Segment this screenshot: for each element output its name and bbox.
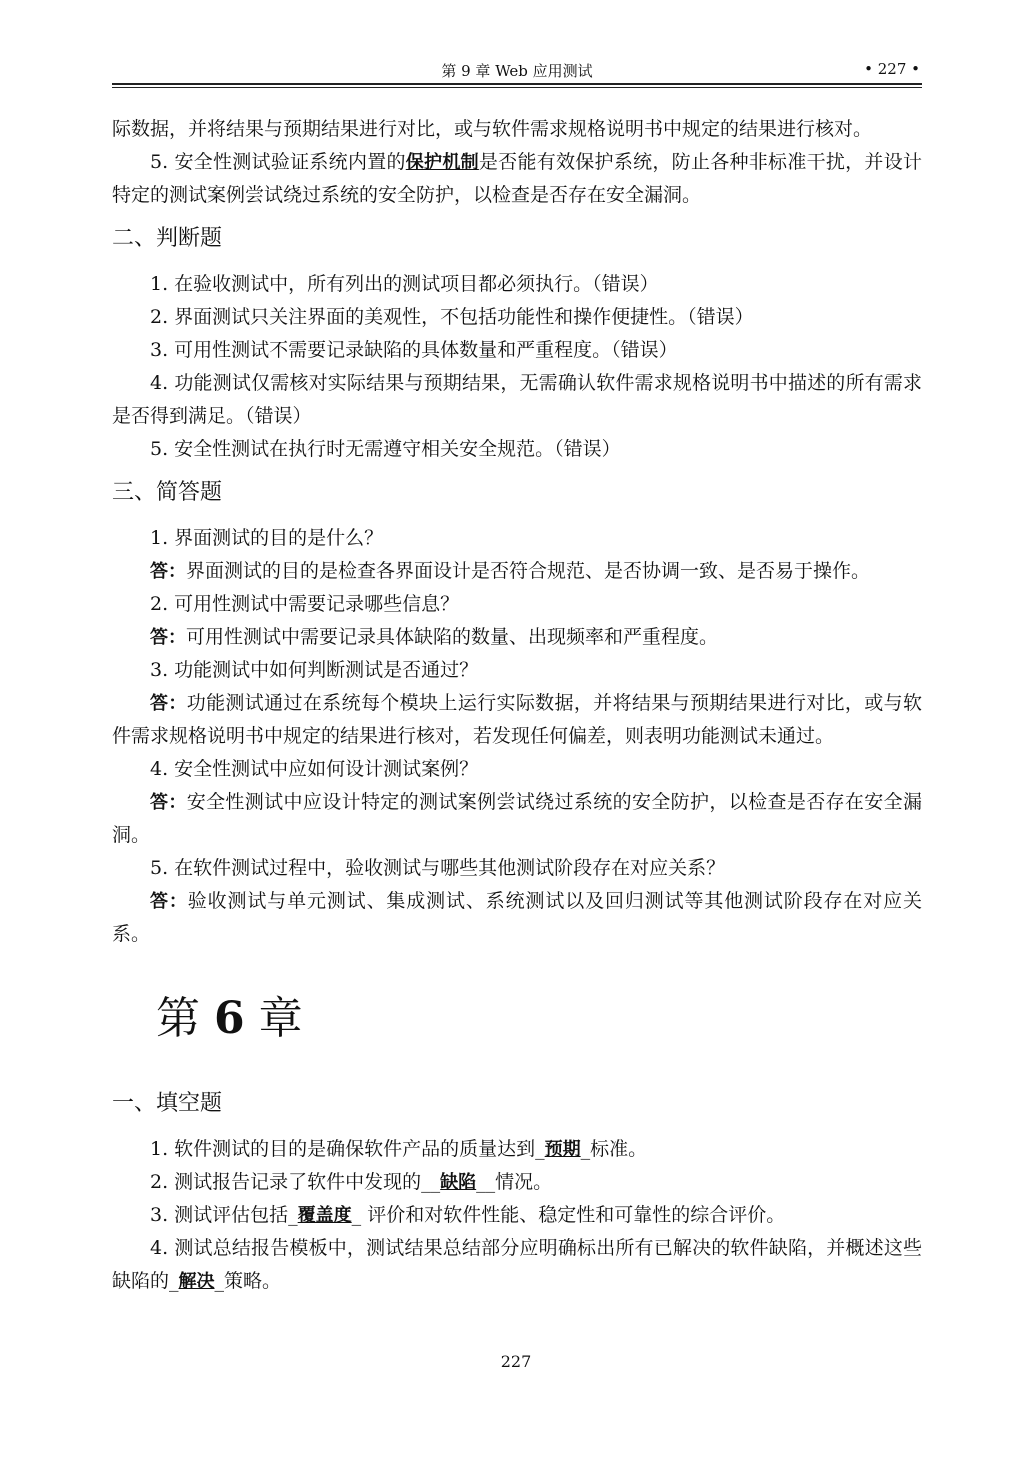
answer-label: 答： [150, 792, 187, 813]
fill-item: 1. 软件测试的目的是确保软件产品的质量达到_预期_标准。 [150, 1138, 648, 1160]
answer: 答：验收测试与单元测试、集成测试、系统测试以及回归测试等其他测试阶段存在对应关系。 [112, 890, 923, 945]
tf-item: 5. 安全性测试在执行时无需遵守相关安全规范。（错误） [150, 438, 621, 460]
header-page-label: • 227 • [864, 60, 920, 78]
answer-blank: 解决 [178, 1271, 215, 1292]
fill-item: 3. 测试评估包括_覆盖度_ 评价和对软件性能、稳定性和可靠性的综合评价。 [150, 1204, 786, 1226]
answer-label: 答： [150, 627, 186, 648]
question: 2. 可用性测试中需要记录哪些信息？ [150, 593, 460, 615]
tf-item: 3. 可用性测试不需要记录缺陷的具体数量和严重程度。（错误） [150, 339, 678, 361]
section-heading-true-false: 二、判断题 [112, 226, 223, 251]
answer-label: 答： [150, 693, 187, 714]
section-heading-fill-blank: 一、填空题 [112, 1091, 223, 1116]
question: 3. 功能测试中如何判断测试是否通过？ [150, 659, 479, 681]
answer-blank: 覆盖度 [297, 1205, 352, 1226]
answer-blank: 保护机制 [405, 152, 479, 173]
header-rule-thin [112, 87, 922, 88]
chapter-title: 第 6 章 [156, 993, 303, 1044]
tf-item: 1. 在验收测试中，所有列出的测试项目都必须执行。（错误） [150, 273, 659, 295]
fill-item: 4. 测试总结报告模板中，测试结果总结部分应明确标出所有已解决的软件缺陷，并概述这些缺陷的_解决_策略。 [112, 1237, 922, 1292]
answer-blank: 预期 [544, 1139, 581, 1160]
answer: 答：界面测试的目的是检查各界面设计是否符合规范、是否协调一致、是否易于操作。 [150, 560, 871, 582]
page-number: 227 [500, 1352, 532, 1371]
tf-item: 4. 功能测试仅需核对实际结果与预期结果，无需确认软件需求规格说明书中描述的所有需求是否得到满足。（错误） [112, 372, 922, 427]
intro-line: 际数据，并将结果与预期结果进行对比，或与软件需求规格说明书中规定的结果进行核对。 [112, 118, 873, 140]
answer-label: 答： [150, 891, 188, 912]
tf-item: 2. 界面测试只关注界面的美观性，不包括功能性和操作便捷性。（错误） [150, 306, 754, 328]
section-heading-short-answer: 三、简答题 [112, 480, 223, 505]
answer: 答：可用性测试中需要记录具体缺陷的数量、出现频率和严重程度。 [150, 626, 719, 648]
running-header [112, 60, 922, 84]
chapter-number: 6 [214, 993, 245, 1044]
fill-item: 2. 测试报告记录了软件中发现的__缺陷__情况。 [150, 1171, 553, 1193]
answer-label: 答： [150, 561, 186, 582]
question: 1. 界面测试的目的是什么？ [150, 527, 384, 549]
answer: 答：功能测试通过在系统每个模块上运行实际数据，并将结果与预期结果进行对比，或与软件需求规格说明书中规定的结果进行核对，若发现任何偏差，则表明功能测试未通过。 [112, 692, 922, 747]
header-title: 第 9 章 Web 应用测试 [441, 62, 593, 80]
answer-blank: 缺陷 [440, 1172, 477, 1193]
question: 5. 在软件测试过程中，验收测试与哪些其他测试阶段存在对应关系？ [150, 857, 726, 879]
page-body [112, 113, 922, 1298]
header-rule-thick [112, 83, 922, 85]
answer: 答：安全性测试中应设计特定的测试案例尝试绕过系统的安全防护，以检查是否存在安全漏洞。 [112, 791, 922, 846]
intro-item-5: 5. 安全性测试验证系统内置的保护机制是否能有效保护系统，防止各种非标准干扰，并设计特定的测试案例尝试绕过系统的安全防护，以检查是否存在安全漏洞。 [112, 151, 922, 206]
question: 4. 安全性测试中应如何设计测试案例？ [150, 758, 479, 780]
